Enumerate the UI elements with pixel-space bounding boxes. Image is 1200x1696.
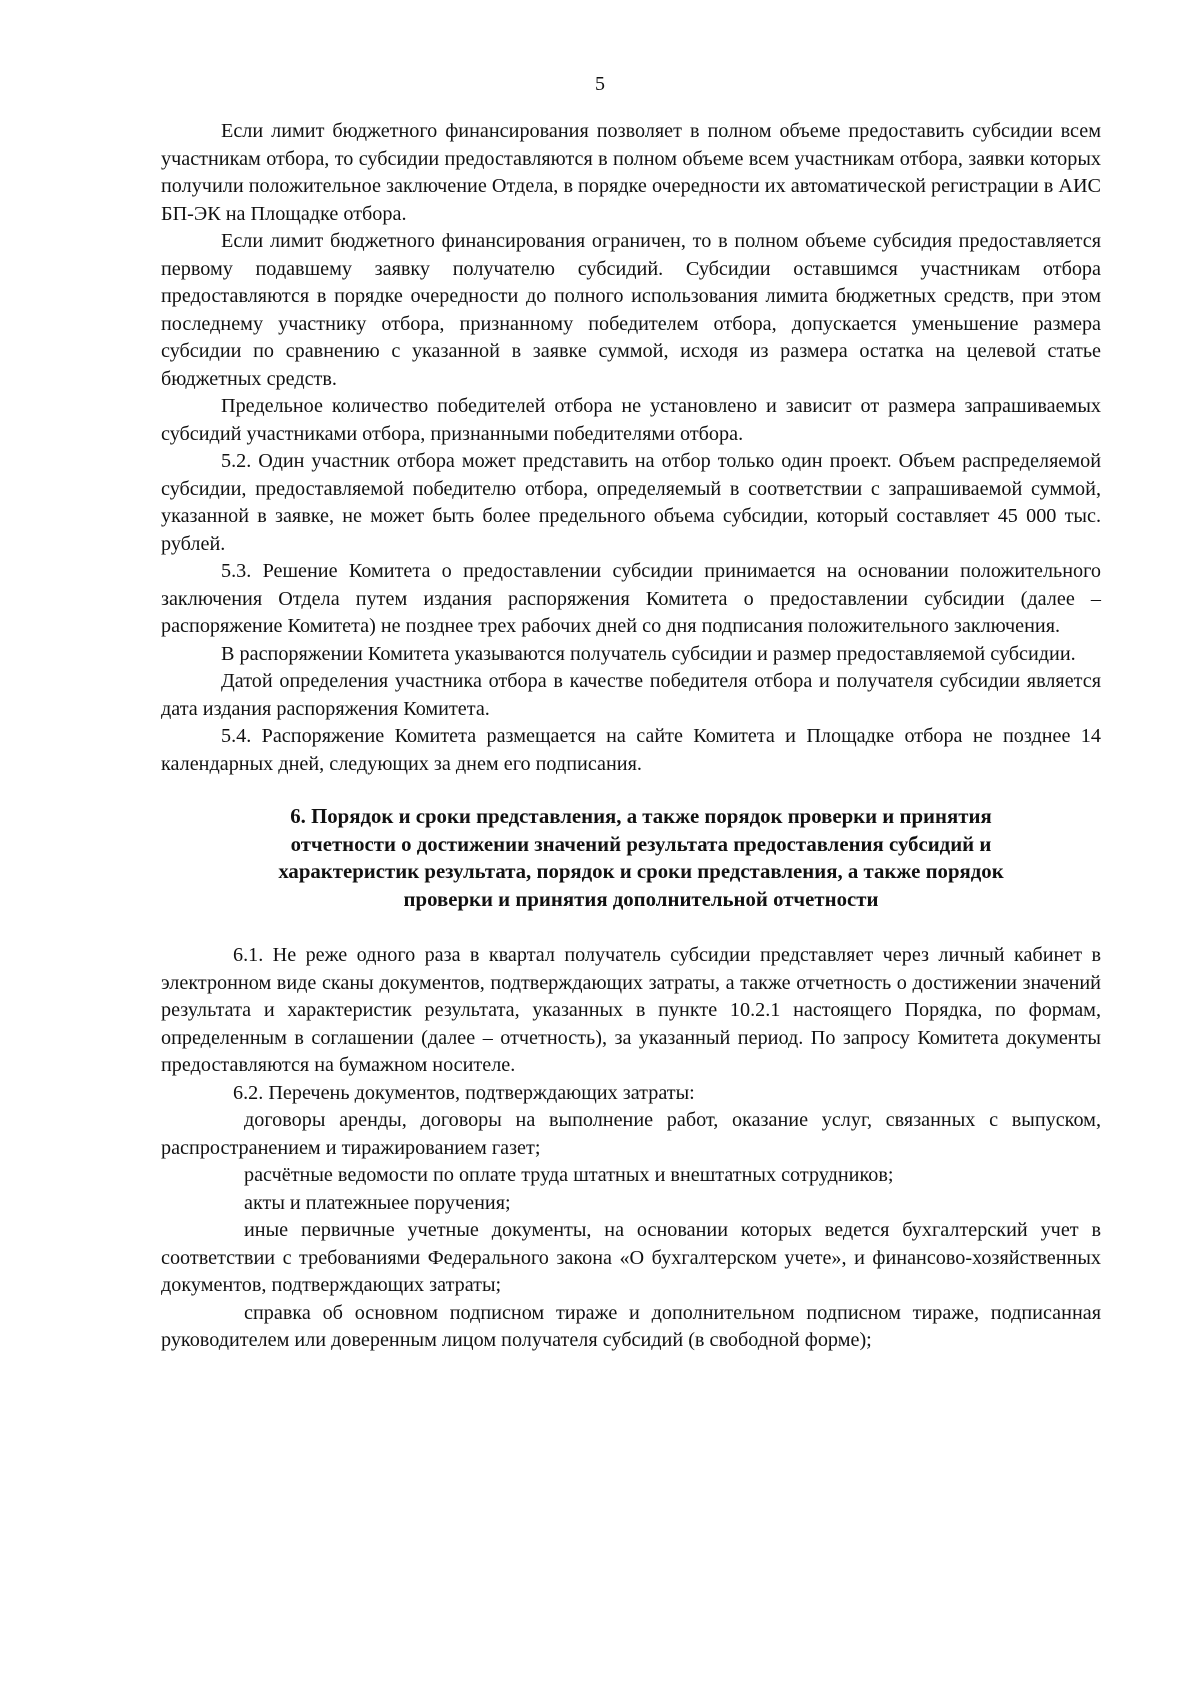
heading-line: отчетности о достижении значений результата предоставления субсидий и (290, 832, 992, 856)
list-item: иные первичные учетные документы, на основании которых ведется бухгалтерский учет в соответствии с требованиями Федерального закона «О бухгалтерском учете», и финансово-хозяйственных документов, подтверждающих затраты; (161, 1219, 1101, 1296)
paragraph: Датой определения участника отбора в качестве победителя отбора и получателя субсидии является дата издания распоряжения Комитета. (161, 670, 1101, 720)
list-item: договоры аренды, договоры на выполнение работ, оказание услуг, связанных с выпуском, распространением и тиражированием газет; (161, 1109, 1101, 1159)
paragraph-5-2: 5.2. Один участник отбора может представить на отбор только один проект. Объем распределяемой субсидии, предоставляемой победителю отбора, определяемый в соответствии с запрашиваемой суммой, указанной в заявке, не может быть более предельного объема субсидии, который составляет 45 000 тыс. рублей. (161, 450, 1101, 555)
list-item: расчётные ведомости по оплате труда штатных и внештатных сотрудников; (244, 1164, 894, 1186)
paragraph: В распоряжении Комитета указываются получатель субсидии и размер предоставляемой субсидии. (221, 642, 1076, 665)
paragraph-5-3: 5.3. Решение Комитета о предоставлении субсидии принимается на основании положительного заключения Отдела путем издания распоряжения Комитета о предоставлении субсидии (далее – распоряжение Комитета) не позднее трех рабочих дней со дня подписания положительного заключения. (161, 560, 1101, 637)
paragraph-6-2: 6.2. Перечень документов, подтверждающих затраты: (233, 1081, 695, 1104)
list-item: акты и платежныее поручения; (244, 1191, 511, 1214)
paragraph: Предельное количество победителей отбора не установлено и зависит от размера запрашиваемых субсидий участниками отбора, признанными победителями отбора. (161, 395, 1101, 445)
paragraph-6-1: 6.1. Не реже одного раза в квартал получатель субсидии представляет через личный кабинет в электронном виде сканы документов, подтверждающих затраты, а также отчетность о достижении значений результата и характеристик результата, указанных в пункте 10.2.1 настоящего Порядка, по формам, определенным в соглашении (далее – отчетность), за указанный период. По запросу Комитета документы предоставляются на бумажном носителе. (161, 944, 1101, 1076)
paragraph-5-4: 5.4. Распоряжение Комитета размещается на сайте Комитета и Площадке отбора не позднее 14 календарных дней, следующих за днем его подписания. (161, 725, 1101, 775)
section-6-heading (161, 803, 1101, 913)
heading-line: проверки и принятия дополнительной отчетности (403, 887, 879, 911)
paragraph: Если лимит бюджетного финансирования ограничен, то в полном объеме субсидия предоставляется первому подавшему заявку получателю субсидий. Субсидии оставшимся участникам отбора предоставляются в порядке очередности до полного использования лимита бюджетных средств, при этом последнему участнику отбора, признанному победителем отбора, допускается уменьшение размера субсидии по сравнению с указанной в заявке суммой, исходя из размера остатка на целевой статье бюджетных средств. (161, 230, 1101, 390)
heading-line: характеристик результата, порядок и сроки представления, а также порядок (278, 860, 1004, 883)
page-number: 5 (595, 73, 605, 95)
list-item: справка об основном подписном тираже и дополнительном подписном тираже, подписанная руководителем или доверенным лицом получателя субсидий (в свободной форме); (161, 1301, 1101, 1351)
document-body (161, 118, 1101, 1355)
heading-line: 6. Порядок и сроки представления, а также порядок проверки и принятия (290, 805, 992, 828)
paragraph: Если лимит бюджетного финансирования позволяет в полном объеме предоставить субсидии всем участникам отбора, то субсидии предоставляются в полном объеме всем участникам отбора, заявки которых получили положительное заключение Отдела, в порядке очередности их автоматической регистрации в АИС БП-ЭК на Площадке отбора. (161, 120, 1101, 225)
